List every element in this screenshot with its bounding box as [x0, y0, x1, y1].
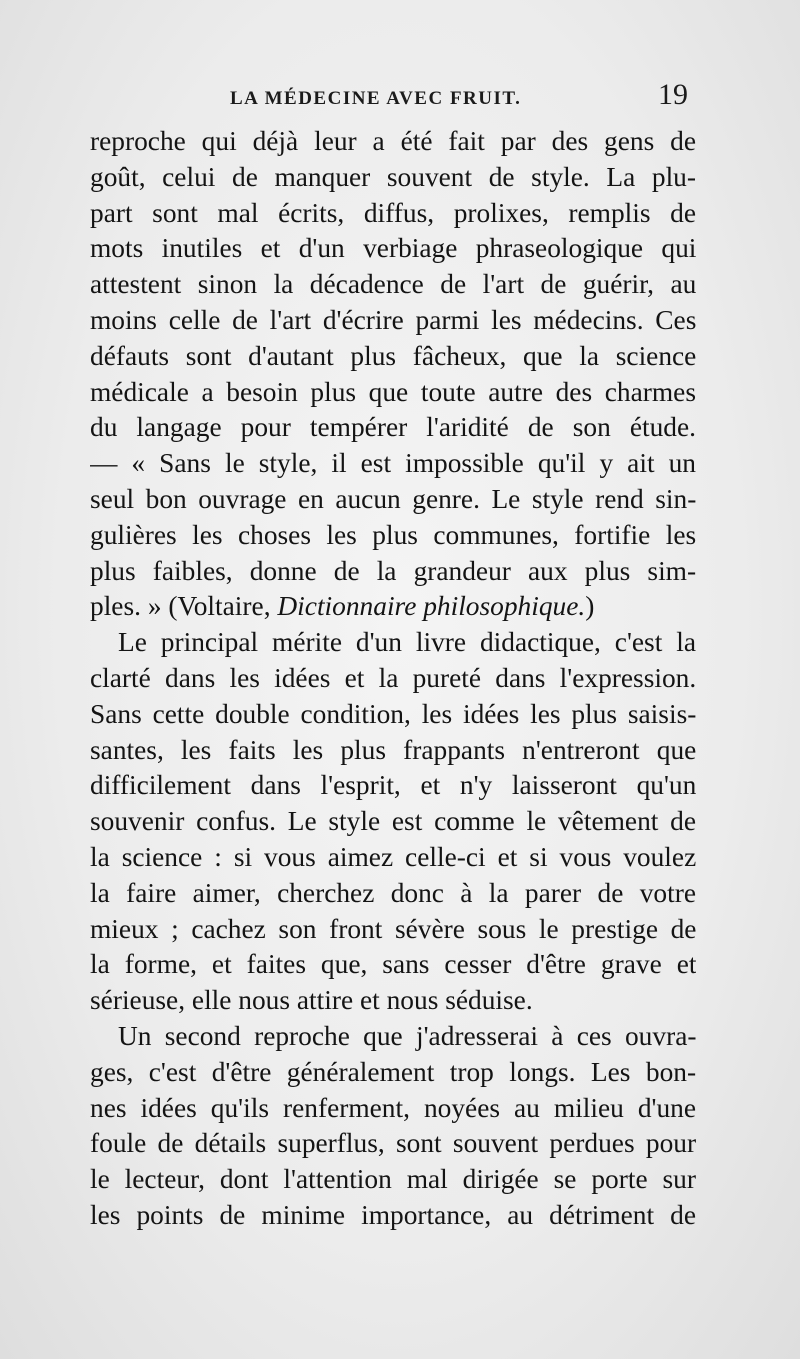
text-line: défauts sont d'autant plus fâcheux, que la science [90, 340, 696, 371]
page-header [92, 80, 692, 120]
paragraph-3 [90, 1019, 696, 1234]
text-line: la forme, et faites que, sans cesser d'être grave et [90, 949, 696, 980]
text-line: médicale a besoin plus que toute autre des charmes [90, 376, 696, 407]
text-line: la faire aimer, cherchez donc à la parer de votre [90, 877, 696, 908]
text-line: le lecteur, dont l'attention mal dirigée se porte sur [90, 1164, 696, 1195]
text-line: Sans cette double condition, les idées les plus saisis- [90, 698, 696, 729]
citation-line [90, 589, 696, 625]
text-line: part sont mal écrits, diffus, prolixes, remplis de [90, 197, 696, 228]
text-line: difficilement dans l'esprit, et n'y laisseront qu'un [90, 770, 696, 801]
paragraph-2 [90, 625, 696, 1019]
text-line: du langage pour tempérer l'aridité de son étude. [90, 412, 696, 443]
text-line: plus faibles, donne de la grandeur aux plus sim- [90, 555, 696, 586]
text-line: reproche qui déjà leur a été fait par des gens de [90, 126, 696, 156]
text-line: attestent sinon la décadence de l'art de guérir, au [90, 269, 696, 300]
text-line: gulières les choses les plus communes, fortifie les [90, 519, 696, 550]
body-text [90, 124, 696, 1234]
running-head: LA MÉDECINE AVEC FRUIT. [230, 88, 522, 109]
text-line: foule de détails superflus, sont souvent perdues pour [90, 1128, 696, 1159]
text-line: Le principal mérite d'un livre didactique, c'est la [118, 627, 696, 658]
text-line: Un second reproche que j'adresserai à ces ouvra- [118, 1020, 696, 1051]
text-line: seul bon ouvrage en aucun genre. Le style rend sin- [90, 483, 696, 514]
text-line: la science : si vous aimez celle-ci et si vous voulez [90, 841, 696, 872]
paragraph-1 [90, 124, 696, 625]
text-line: — « Sans le style, il est impossible qu'il y ait un [90, 448, 696, 479]
text-line: sérieuse, elle nous attire et nous séduise. [90, 985, 533, 1016]
text-line: nes idées qu'ils renferment, noyées au milieu d'une [90, 1092, 696, 1123]
text-line: mots inutiles et d'un verbiage phraseologique qui [90, 233, 696, 264]
page-number: 19 [658, 78, 688, 111]
text-line: goût, celui de manquer souvent de style. La plu- [90, 161, 696, 192]
citation-title: Dictionnaire philosophique. [277, 591, 586, 622]
text-line: les points de minime importance, au détriment de [90, 1199, 696, 1230]
text-line: santes, les faits les plus frappants n'entreront que [90, 734, 696, 765]
text-line: souvenir confus. Le style est comme le vêtement de [90, 806, 696, 837]
citation-suffix: ) [585, 591, 595, 622]
text-line: moins celle de l'art d'écrire parmi les médecins. Ces [90, 304, 696, 335]
text-line: mieux ; cachez son front sévère sous le prestige de [90, 913, 696, 944]
citation-prefix: ples. » (Voltaire, [90, 591, 278, 622]
text-line: clarté dans les idées et la pureté dans l'expression. [90, 662, 696, 693]
text-line: ges, c'est d'être généralement trop longs. Les bon- [90, 1056, 696, 1087]
